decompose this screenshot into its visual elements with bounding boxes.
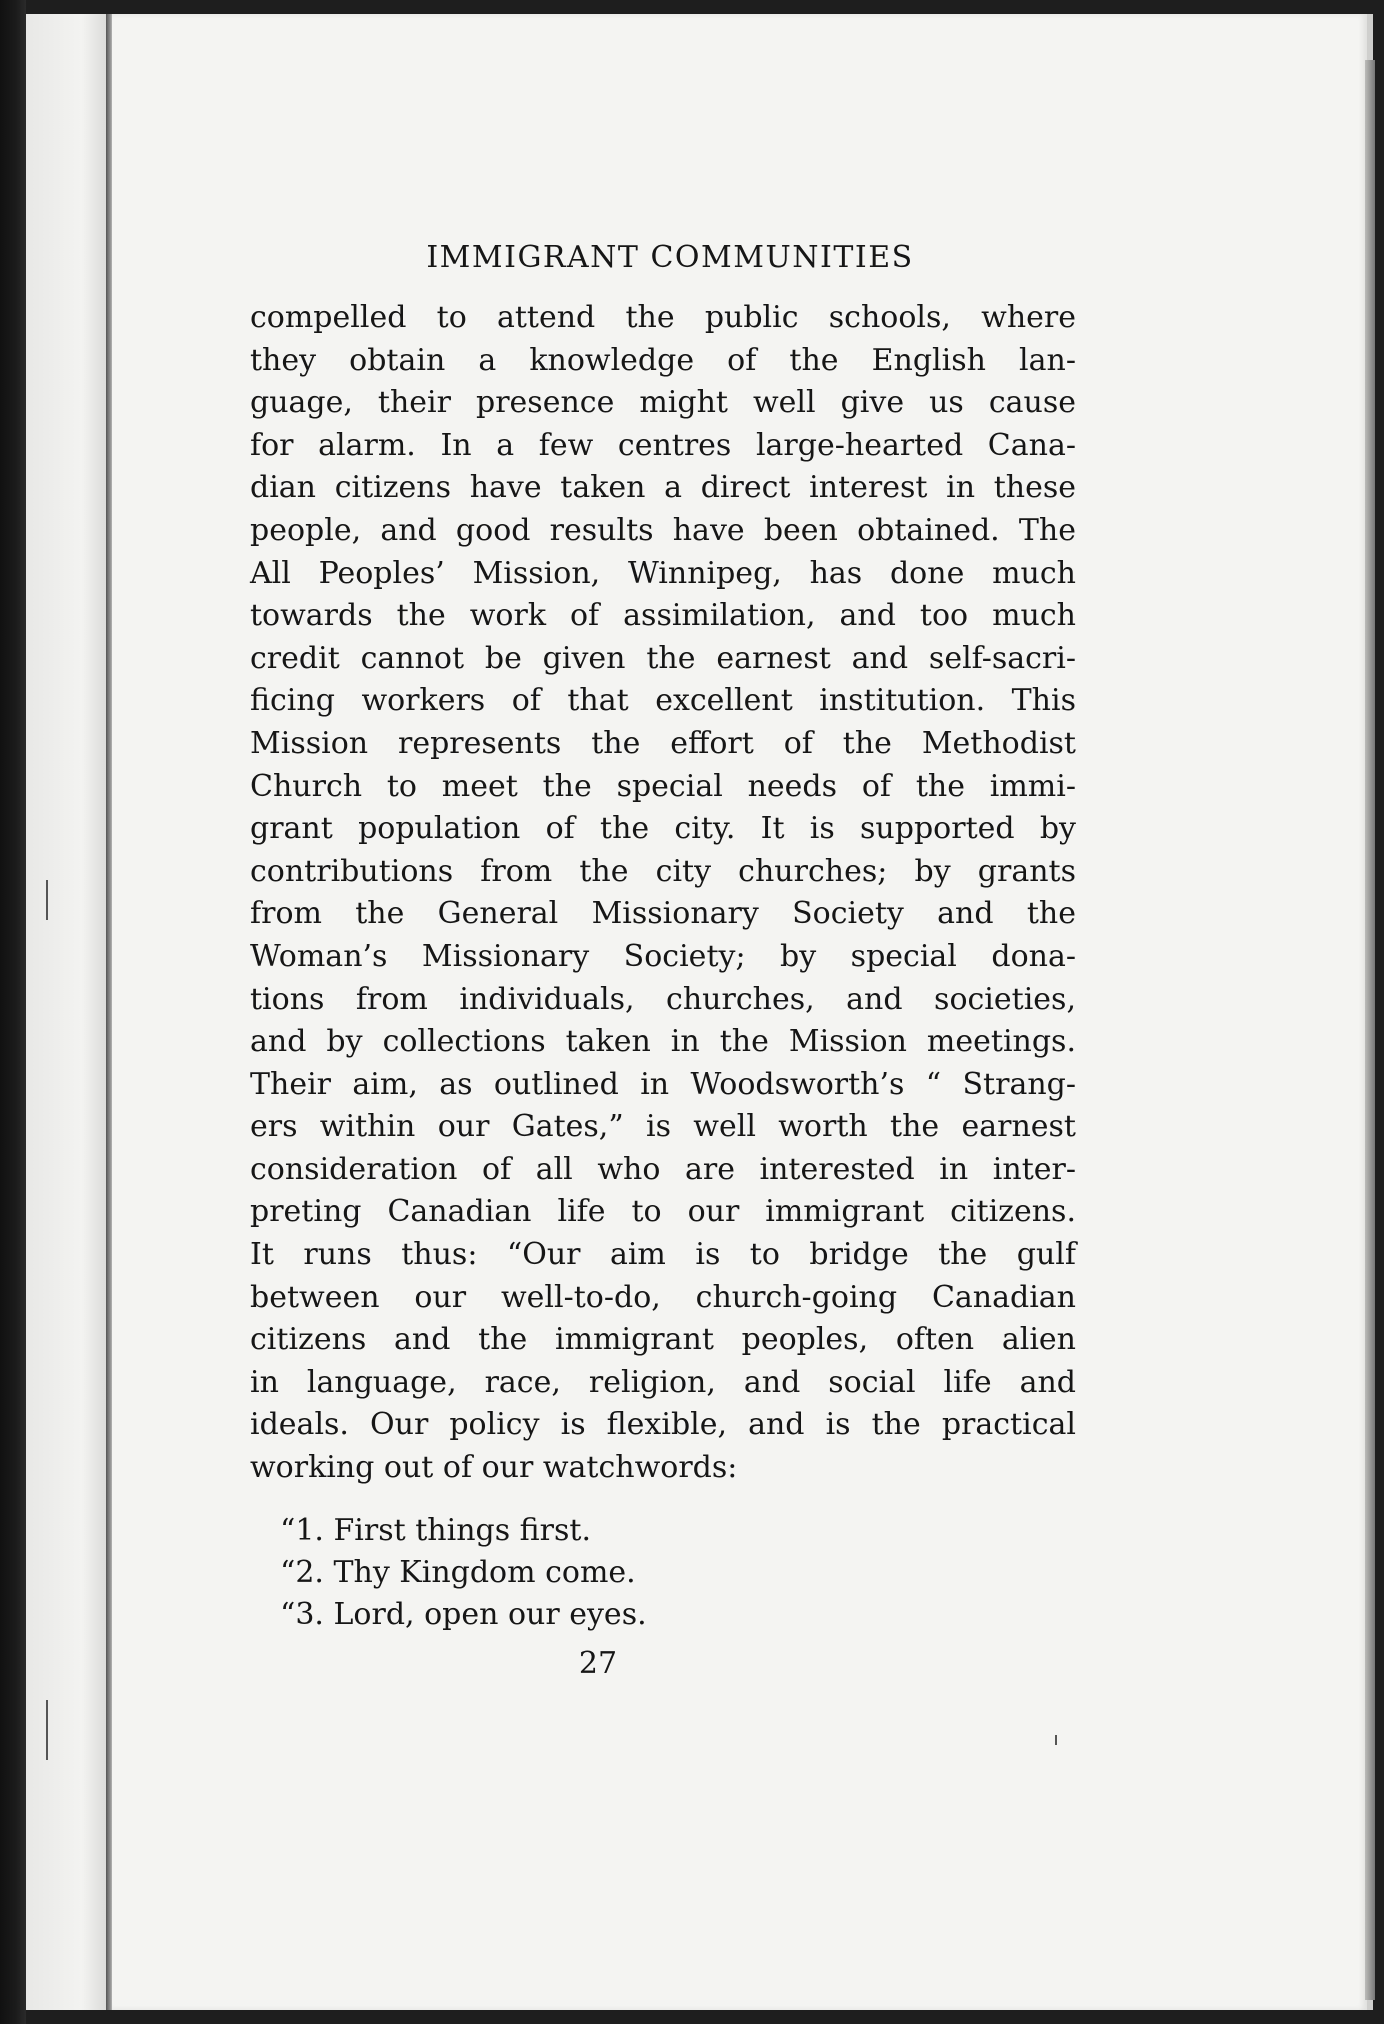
text-line: Church to meet the special needs of the immi-: [250, 768, 1076, 804]
watchword-item: “1. First things first.: [280, 1512, 592, 1548]
text-line: working out of our watchwords:: [250, 1450, 738, 1486]
watchword-item: “2. Thy Kingdom come.: [280, 1554, 636, 1590]
scan-artifact-mark: [1055, 1735, 1057, 1745]
page-text-block: [250, 240, 1076, 1681]
scan-artifact-mark: [46, 1700, 48, 1760]
text-line: dian citizens have taken a direct interest in these: [250, 470, 1076, 506]
text-line: It runs thus: “Our aim is to bridge the gulf: [250, 1237, 1076, 1273]
text-line: contributions from the city churches; by grants: [250, 853, 1076, 889]
text-line: All Peoples’ Mission, Winnipeg, has done much: [250, 555, 1076, 591]
text-line: towards the work of assimilation, and too much: [250, 598, 1076, 634]
text-line: Mission represents the effort of the Methodist: [250, 725, 1076, 761]
text-line: guage, their presence might well give us cause: [250, 385, 1076, 421]
text-line: for alarm. In a few centres large-hearted Cana-: [250, 427, 1076, 463]
text-line: in language, race, religion, and social life and: [250, 1364, 1076, 1400]
page-edge-right: [1365, 60, 1375, 2000]
text-line: ficing workers of that excellent institution. This: [250, 683, 1076, 719]
text-line: between our well-to-do, church-going Canadian: [250, 1279, 1076, 1315]
facing-page-edge: [26, 14, 108, 2010]
text-line: preting Canadian life to our immigrant citizens.: [250, 1194, 1076, 1230]
watchwords-list: [280, 1510, 1076, 1636]
text-line: and by collections taken in the Mission meetings.: [250, 1024, 1076, 1060]
text-line: consideration of all who are interested in inter-: [250, 1151, 1076, 1187]
text-line: people, and good results have been obtained. The: [250, 512, 1076, 548]
watchword-item: “3. Lord, open our eyes.: [280, 1596, 647, 1632]
text-line: Their aim, as outlined in Woodsworth’s “ Strang-: [250, 1066, 1076, 1102]
binding-edge: [0, 0, 26, 2024]
running-head: IMMIGRANT COMMUNITIES: [426, 240, 914, 275]
page-number: 27: [578, 1645, 618, 1681]
text-line: credit cannot be given the earnest and self-sacri-: [250, 640, 1076, 676]
text-line: tions from individuals, churches, and societies,: [250, 981, 1076, 1017]
text-line: ers within our Gates,” is well worth the earnest: [250, 1109, 1076, 1145]
text-line: compelled to attend the public schools, where: [250, 300, 1076, 335]
text-line: grant population of the city. It is supported by: [250, 811, 1076, 847]
body-paragraph: [250, 297, 1076, 1490]
text-line: Woman’s Missionary Society; by special dona-: [250, 938, 1076, 974]
text-line: they obtain a knowledge of the English lan-: [250, 342, 1076, 378]
text-line: citizens and the immigrant peoples, often alien: [250, 1322, 1076, 1358]
text-line: ideals. Our policy is flexible, and is the practical: [250, 1407, 1076, 1443]
scan-artifact-mark: [46, 880, 48, 920]
text-line: from the General Missionary Society and the: [250, 896, 1076, 932]
